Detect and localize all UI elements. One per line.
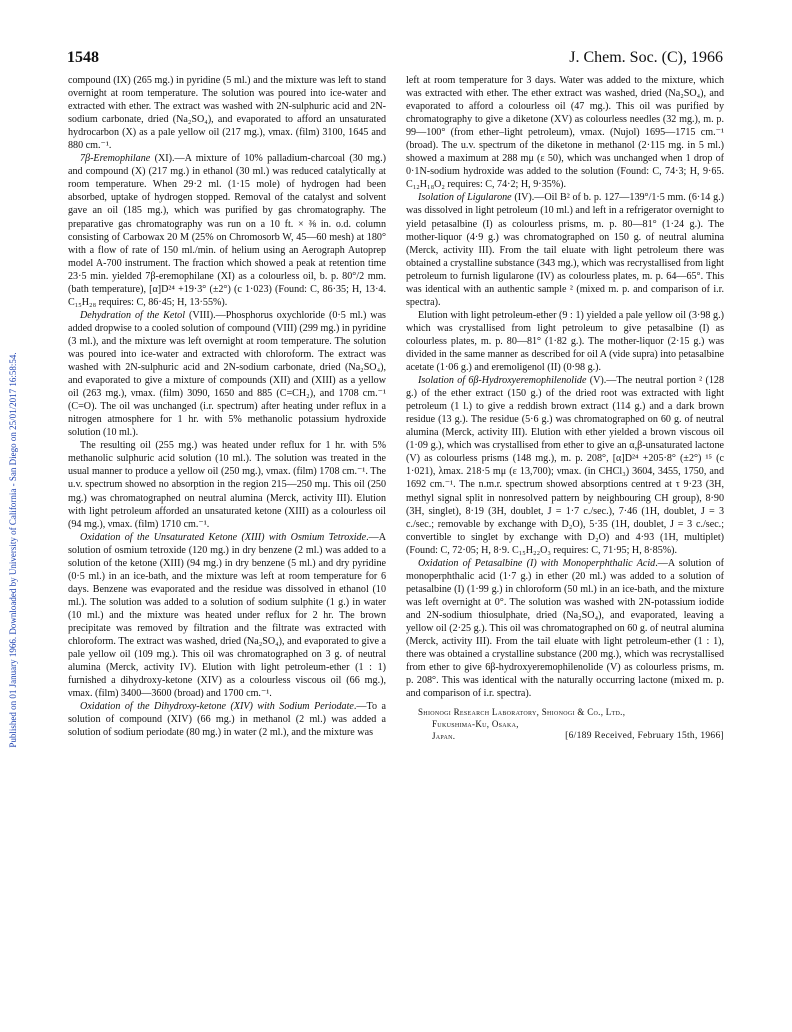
- paragraph: The resulting oil (255 mg.) was heated under reflux for 1 hr. with 5% methanolic sulphuric acid solution (10 ml.). The solution was treated in the usual manner to produce a yellow oil (250 mg.), νmax. (film) 1708 cm.⁻¹. The u.v. spectrum showed no absorption in the region 215—250 mμ. This oil (250 mg.) was chromatographed on neutral alumina (Merck, activity III). Elution with light petroleum afforded an unsaturated ketone (XIII) as a colourless oil (94 mg.), νmax. (film) 1710 cm.⁻¹.: [68, 440, 386, 530]
- paragraph: Oxidation of Petasalbine (I) with Monoperphthalic Acid.—A solution of monoperphthalic acid (1·7 g.) in ether (20 ml.) was added to a solution of petasalbine (I) (1·99 g.) in chloroform (50 ml.) in an ice-bath, and the mixture was left overnight at 0°. The solution was washed with 2N-potassium iodide and 2N-sodium thiosulphate, dried (Na₂SO₄), and evaporated, leaving a yellow oil (2·25 g.). This oil was chromatographed on 60 g. of neutral alumina (Merck, activity III). From the tail eluate with light petroleum-ether (1 : 1), there was obtained a crystalline substance (200 mg.), which was recrystallised from ether to give 6β-hydroxyeremophilenolide (V) as colourless prisms, m. p. 208°. This was identical with the naturally occurring lactone (mixed m. p. and comparison of i.r. spectra).: [406, 557, 724, 700]
- section-heading: Oxidation of Petasalbine (I) with Monoperphthalic Acid: [418, 557, 656, 569]
- paragraph: Elution with light petroleum-ether (9 : 1) yielded a pale yellow oil (3·98 g.) which was crystallised from light petroleum to give petasalbine (I) as colourless plates, m. p. 80—81° (1·82 g.). The mother-liquor (2·15 g.) was divided in the same manner as described for oil A (vide supra) into petasalbine acetate (1·06 g.) and eremoligenol (II) (0·98 g.).: [406, 309, 724, 374]
- author-address: [406, 706, 724, 742]
- address-line: Shionogi Research Laboratory, Shionogi & Co., Ltd.,: [418, 707, 626, 718]
- left-column: [68, 74, 386, 739]
- address-line: Fukushima-Ku, Osaka,: [432, 719, 519, 730]
- received-date: [6/189 Received, February 15th, 1966]: [565, 731, 724, 742]
- section-heading: Isolation of 6β-Hydroxyeremophilenolide: [418, 375, 587, 387]
- address-line: Japan.: [432, 731, 456, 742]
- section-heading: Oxidation of the Unsaturated Ketone (XIII) with Osmium Tetroxide: [80, 531, 367, 543]
- section-heading: Oxidation of the Dihydroxy-ketone (XIV) with Sodium Periodate: [80, 701, 354, 713]
- paragraph: Oxidation of the Dihydroxy-ketone (XIV) with Sodium Periodate.—To a solution of compound (XIV) (66 mg.) in methanol (2 ml.) was added a solution of sodium periodate (80 mg.) in water (2 ml.), and the mixture was: [68, 701, 386, 739]
- paragraph: left at room temperature for 3 days. Water was added to the mixture, which was extracted with ether. The ether extract was washed, dried (Na₂SO₄), and evaporated to afford a colourless oil (47 mg.). This oil was purified by chromatography to give a diketone (XV) as colourless needles (32 mg.), m. p. 99—100° (from ether–light petroleum), νmax. (Nujol) 1695—1715 cm.⁻¹ (broad). The u.v. spectrum of the diketone in methanol (2·115 mg. in 5 ml.) showed a maximum at 288 mμ (ε 50), which was unchanged when 1 drop of 0·1N-sodium hydroxide was added to the solution (Found: C, 74·3; H, 9·65. C₁₂H₁₈O₂ requires: C, 74·2; H, 9·35%).: [406, 75, 724, 191]
- paragraph: Isolation of 6β-Hydroxyeremophilenolide (V).—The neutral portion ² (128 g.) of the ether extract (150 g.) of the dried root was extracted with light petroleum (1 l.) to give a reddish brown extract (114 g.) and a dark brown residue (13 g.). The residue (5·6 g.) was chromatographed on 60 g. of neutral alumina (Merck, activity III). Elution with ether yielded a brown viscous oil (1·09 g.), which was crystallised from ether to give an α,β-unsaturated lactone (V) as colourless prisms (148 mg.), m. p. 208°, [α]D²⁴ +205·8° (±2°) ¹⁵ (c 1·021), λmax. 218·5 mμ (ε 13,700); νmax. (in CHCl₃) 3604, 3455, 1750, and 1692 cm.⁻¹. The n.m.r. spectrum showed absorptions centred at τ 9·23 (3H, methyl signal split in nonresolved pattern by neighbouring CH group), 8·90 (3H, singlet), 8·19 (3H, doublet, J = 1·7 c./sec.), 7·46 (1H, doublet, J = 3 c./sec.; removable by exchange with D₂O), 5·35 (1H, doublet, J = 3 c./sec.; convertible to singlet by exchange with D₂O) and 4·93 (1H, multiplet) (Found: C, 72·05; H, 8·9. C₁₅H₂₂O₃ requires: C, 71·95; H, 8·85%).: [406, 375, 724, 556]
- paragraph: Dehydration of the Ketol (VIII).—Phosphorus oxychloride (0·5 ml.) was added dropwise to a cooled solution of compound (VIII) (299 mg.) in pyridine (3 ml.), and the mixture was left overnight at room temperature. The solution was poured into ice-water and extracted with chloroform. The extract was washed with 2N-sulphuric acid and 2N-sodium carbonate, dried (Na₂SO₄), and evaporated to give a mixture of compounds (XII) and (XIII) as a yellow oil (263 mg.), νmax. (film) 3090, 1650 and 885 (C=CH₂), and 1708 cm.⁻¹ (C=O). The oil was unchanged (i.r. spectrum) after heating under reflux in a nitrogen atmosphere for 1 hr. with 5% methanolic potassium hydroxide solution (10 ml.).: [68, 309, 386, 439]
- journal-title: J. Chem. Soc. (C), 1966: [569, 49, 723, 66]
- section-heading: Isolation of Ligularone: [418, 192, 512, 204]
- page-number: 1548: [67, 49, 99, 66]
- paragraph: compound (IX) (265 mg.) in pyridine (5 ml.) and the mixture was left to stand overnight at room temperature. The solution was poured into ice-water and extracted with ether. The extract was washed with 2N-sulphuric acid and 2N-sodium carbonate, dried (Na₂SO₄), and evaporated to afford an unsaturated hydrocarbon (X) as a pale yellow oil (217 mg.), νmax. (film) 3100, 1645 and 880 cm.⁻¹.: [68, 75, 386, 152]
- section-heading: Dehydration of the Ketol: [80, 309, 186, 321]
- section-heading: 7β-Eremophilane: [80, 153, 151, 165]
- download-note: [6, 150, 20, 950]
- download-note-text: Published on 01 January 1966. Downloaded by University of California - San Diego on 25/01/2017 16:58:54.: [8, 352, 18, 748]
- paragraph: Isolation of Ligularone (IV).—Oil B² of b. p. 127—139°/1·5 mm. (6·14 g.) was dissolved in light petroleum (10 ml.) and left in a refrigerator overnight to yield petasalbine (I) as colourless prisms, m. p. 80—81° (1·24 g.). The mother-liquor (4·9 g.) was chromatographed on 150 g. of neutral alumina (Merck, activity III). From the tail eluate with light petroleum there was obtained a crystalline substance (343 mg.), which was recrystallised from light petroleum to furnish ligularone (IV) as colourless plates, m. p. 64—65°. This was identical with an authentic sample ² (mixed m. p. and comparison of i.r. spectra).: [406, 192, 724, 308]
- right-column: [406, 74, 724, 742]
- paragraph: Oxidation of the Unsaturated Ketone (XIII) with Osmium Tetroxide.—A solution of osmium tetroxide (120 mg.) in dry benzene (2 ml.) was added to a solution of the ketone (XIII) (94 mg.) in dry benzene (5 ml.) and dry pyridine (0·5 ml.) in an ice-bath, and the mixture was left at room temperature for 6 days. Benzene was evaporated and the residue was dissolved in ethanol (10 ml.). The solution was added to a solution of sodium sulphite (1 g.) in water (10 ml.) and the mixture was heated under reflux for 2 hr. The brown precipitate was removed by filtration and the filtrate was extracted with chloroform. The extract was washed, dried (Na₂SO₄), and evaporated to give a pale yellow oil (109 mg.). This oil was chromatographed on 3 g. of neutral alumina (Merck, activity IV). Elution with light petroleum-ether (1 : 1) furnished a dihydroxy-ketone (XIV) as a colourless viscous oil (66 mg.), νmax. (film) 3400—3600 (broad) and 1700 cm.⁻¹.: [68, 531, 386, 700]
- paragraph: 7β-Eremophilane (XI).—A mixture of 10% palladium-charcoal (30 mg.) and compound (X) (217 mg.) in ethanol (30 ml.) was reduced catalytically at room temperature. When 29·2 ml. (1·15 mole) of hydrogen had been absorbed, uptake of hydrogen stopped. Removal of the catalyst and solvent gave an oil (185 mg.), which was purified by gas chromatography. The preparative gas chromatography was run on a 10 ft. × ⅜ in. o.d. column consisting of Carbowax 20 M (25% on Chromosorb W, 45—60 mesh) at 180° with a flow of rate of 150 ml./min. of helium using an Aerograph Autoprep model A-700 instrument. The fraction which showed a peak at retention time 23·5 min. yielded 7β-eremophilane (XI) as a colourless oil, b. p. 80°/2 mm. (bath temperature), [α]D²⁴ +19·3° (±2°) (c 1·023) (Found: C, 86·35; H, 13·4. C₁₅H₂₈ requires: C, 86·45; H, 13·55%).: [68, 153, 386, 308]
